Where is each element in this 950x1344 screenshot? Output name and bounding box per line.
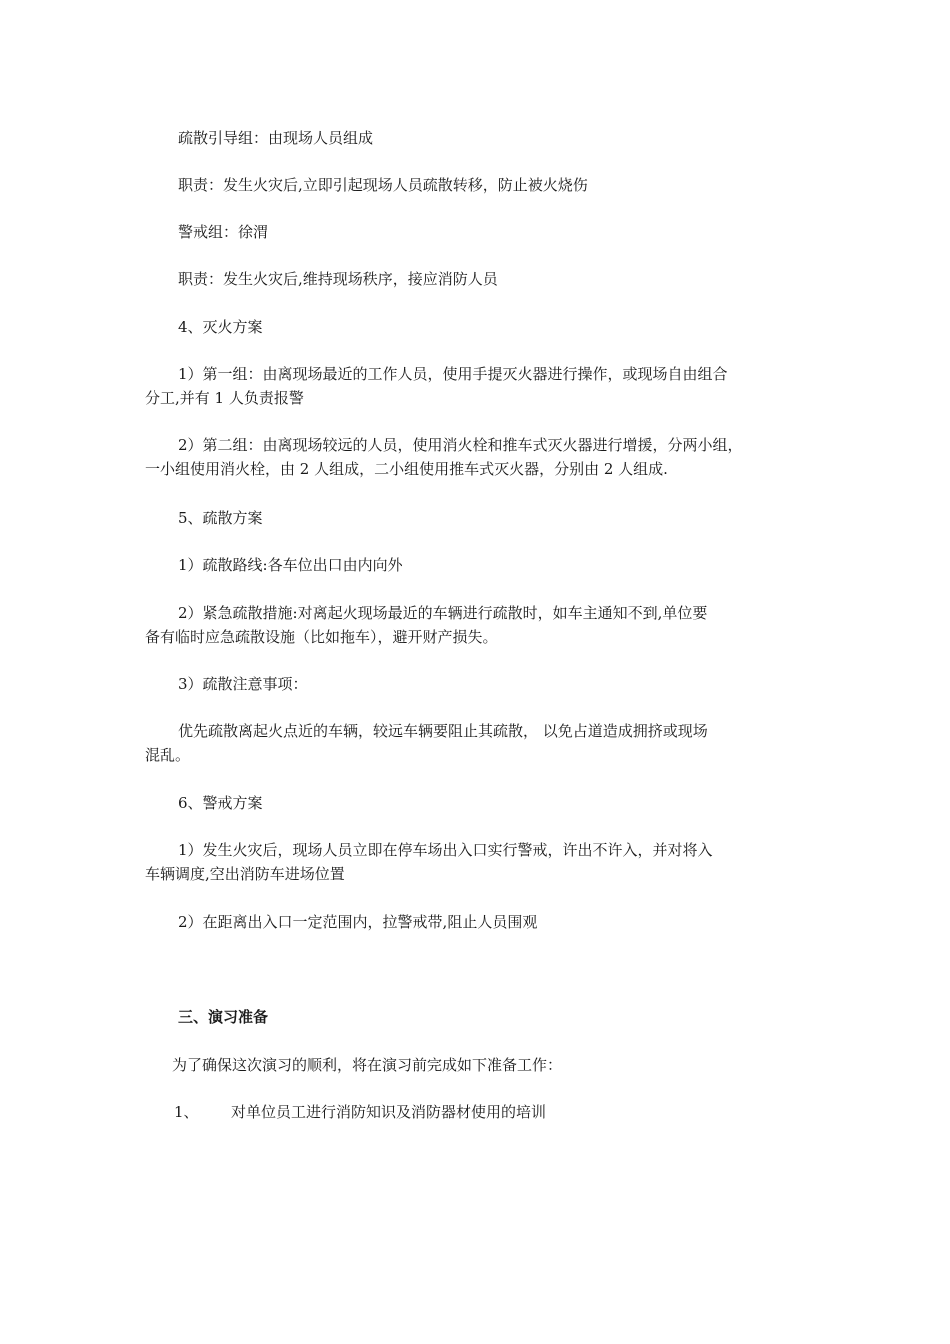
list-item-text: 对单位员工进行消防知识及消防器材使用的培训 [231,1103,547,1121]
text-line: 优先疏散离起火点近的车辆，较远车辆要阻止其疏散， 以免占道造成拥挤或现场 [178,722,708,740]
paragraph-evacuation-duty [145,173,810,197]
paragraph-second-team [145,433,810,481]
text-line: 6、警戒方案 [178,794,263,812]
paragraph-guard-plan-title [145,791,810,815]
text-line: 职责：发生火灾后,立即引起现场人员疏散转移，防止被火烧伤 [178,176,588,194]
text-line: 2）第二组：由离现场较远的人员，使用消火栓和推车式灭火器进行增援，分两小组， [178,436,743,454]
section-heading: 三、演习准备 [178,1008,269,1026]
text-line: 混乱。 [145,746,191,764]
text-line: 1）发生火灾后，现场人员立即在停车场出入口实行警戒，许出不许入，并对将入 [178,841,713,859]
text-line: 疏散引导组：由现场人员组成 [178,129,374,147]
text-line: 1）第一组：由离现场最近的工作人员，使用手提灭火器进行操作，或现场自由组合 [178,365,728,383]
paragraph-preparation-intro [172,1053,837,1077]
list-item-number: 1、 [174,1103,199,1121]
text-line: 一小组使用消火栓，由 2 人组成，二小组使用推车式灭火器，分别由 2 人组成. [145,460,668,478]
text-line: 职责：发生火灾后,维持现场秩序，接应消防人员 [178,270,498,288]
paragraph-first-team [145,362,810,410]
paragraph-evacuation-route [145,553,810,577]
text-line: 为了确保这次演习的顺利，将在演习前完成如下准备工作： [172,1056,563,1074]
paragraph-firefighting-plan-title [145,315,810,339]
paragraph-evacuation-plan-title [145,506,810,530]
text-line: 分工,并有 1 人负责报警 [145,389,304,407]
text-line: 警戒组：徐渭 [178,223,269,241]
text-line: 3）疏散注意事项： [178,675,308,693]
paragraph-guard-group [145,220,810,244]
paragraph-evacuation-guide-group [145,126,810,150]
paragraph-evacuation-notes-title [145,672,810,696]
paragraph-guard-tape [145,910,810,934]
paragraph-emergency-measures [145,601,810,649]
text-line: 5、疏散方案 [178,509,263,527]
paragraph-guard-duty [145,267,810,291]
text-line: 车辆调度,空出消防车进场位置 [145,865,345,883]
text-line: 备有临时应急疏散设施（比如拖车），避开财产损失。 [145,628,498,646]
text-line: 1）疏散路线:各车位出口由内向外 [178,556,403,574]
paragraph-evacuation-priority [145,719,810,767]
text-line: 2）紧急疏散措施:对离起火现场最近的车辆进行疏散时，如车主通知不到,单位要 [178,604,708,622]
paragraph-guard-entrance [145,838,810,886]
text-line: 4、灭火方案 [178,318,263,336]
text-line: 2）在距离出入口一定范围内，拉警戒带,阻止人员围观 [178,913,538,931]
